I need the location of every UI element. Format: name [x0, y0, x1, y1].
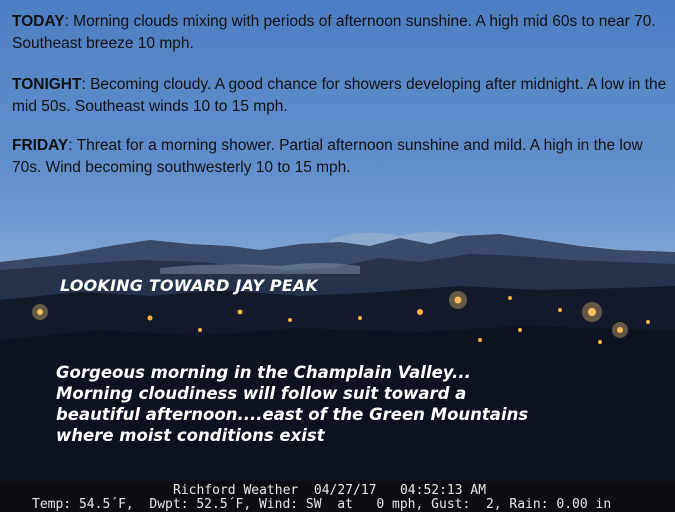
forecast-friday-text: : Threat for a morning shower. Partial afternoon sunshine and mild. A high in the low 70s. Wind becoming southwesterly 10 to 15 mph.: [12, 137, 643, 176]
forecast-friday: [12, 135, 667, 179]
station-timestamp: Richford Weather 04/27/17 04:52:13 AM: [173, 483, 487, 498]
weather-caption: [56, 362, 656, 446]
forecast-tonight: [12, 74, 667, 118]
forecast-friday-label: FRIDAY: [12, 137, 69, 154]
forecast-today: [12, 11, 667, 55]
location-label: LOOKING TOWARD JAY PEAK: [60, 276, 319, 295]
forecast-tonight-text: : Becoming cloudy. A good chance for showers developing after midnight. A low in the mid 50s. Southeast winds 10 to 15 mph.: [12, 76, 667, 115]
caption-line: where moist conditions exist: [56, 426, 325, 445]
forecast-tonight-label: TONIGHT: [12, 76, 82, 93]
caption-line: Morning cloudiness will follow suit toward a: [56, 384, 467, 403]
caption-line: Gorgeous morning in the Champlain Valley...: [56, 363, 471, 382]
forecast-today-text: : Morning clouds mixing with periods of afternoon sunshine. A high mid 60s to near 70. Southeast breeze 10 mph.: [12, 13, 656, 52]
weather-status-bar: [0, 481, 675, 512]
station-readings: Temp: 54.5´F, Dwpt: 52.5´F, Wind: SW at 0 mph, Gust: 2, Rain: 0.00 in: [32, 497, 612, 512]
caption-line: beautiful afternoon....east of the Green Mountains: [56, 405, 529, 424]
forecast-today-label: TODAY: [12, 13, 65, 30]
